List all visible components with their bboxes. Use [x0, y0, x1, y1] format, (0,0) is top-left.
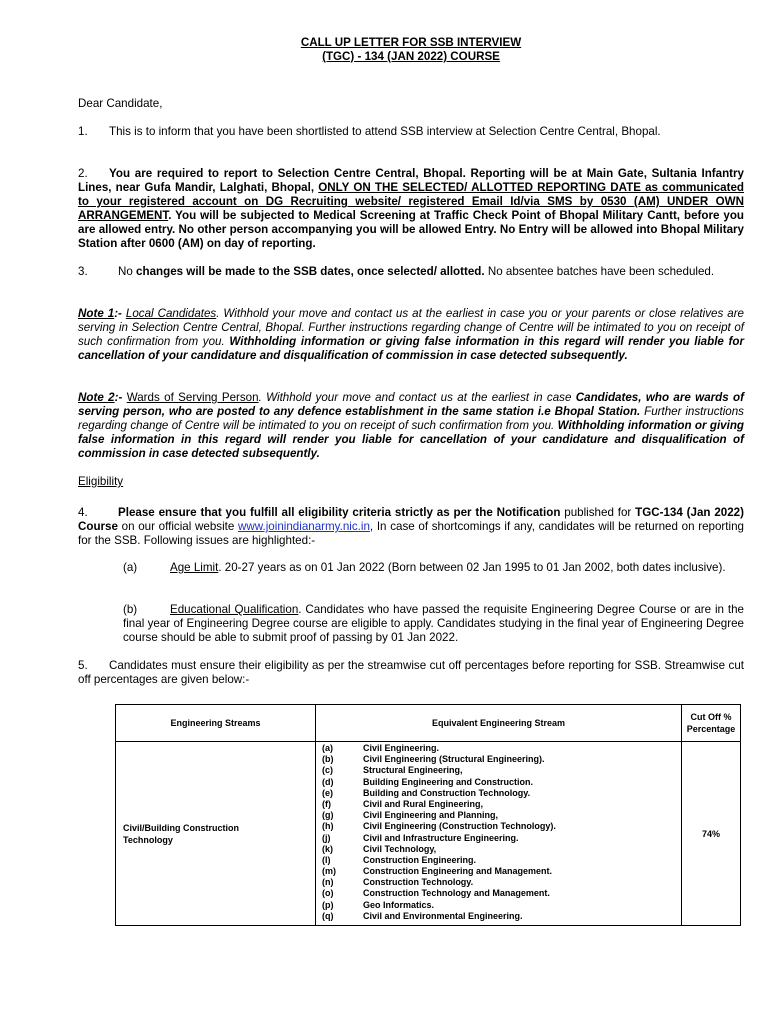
list-item-label: (e): [321, 787, 333, 798]
list-item-name: Building Engineering and Construction.: [362, 776, 533, 787]
letter-subtitle: (TGC) - 134 (JAN 2022) COURSE: [322, 50, 500, 63]
list-item-label: (h): [321, 821, 334, 832]
list-item: [322, 821, 681, 832]
salutation: Dear Candidate,: [78, 97, 163, 110]
list-item-label: (g): [321, 810, 334, 821]
list-item: [322, 777, 681, 788]
note-2: Note 2:- Wards of Serving Person. Withhold your move and contact us at the earliest in case Candidates, who are wards of serving person, who are posted to any defence establishment in the same station i.e Bhopal Station. Further instructions regarding change of Centre will be intimated to you on receipt of such confirmation from you. Withholding information or giving false information in this regard will render you liable for cancellation of your candidature and disqualification of commission in case detected subsequently.: [78, 391, 745, 460]
list-item-label: (b): [321, 754, 334, 765]
paragraph-3: 3. No changes will be made to the SSB dates, once selected/ allotted. No absentee batches have been scheduled.: [78, 265, 715, 278]
cutoff-value: 74%: [682, 742, 741, 926]
eligibility-heading: Eligibility: [78, 475, 124, 488]
list-item: [322, 855, 681, 866]
paragraph-5: 5. Candidates must ensure their eligibility as per the streamwise cut off percentages before reporting for SSB. Streamwise cut off percentages are given below:-: [78, 659, 744, 686]
header-equivalent-stream: Equivalent Engineering Stream: [315, 705, 681, 742]
list-item: [322, 810, 681, 821]
list-item: [322, 788, 681, 799]
list-item-label: (l): [321, 854, 331, 865]
list-item-name: Construction Technology and Management.: [362, 888, 550, 899]
list-item-name: Civil and Environmental Engineering.: [362, 910, 523, 921]
list-item: [322, 900, 681, 911]
list-item-name: Construction Engineering.: [362, 854, 476, 865]
list-item-name: Civil and Rural Engineering,: [362, 798, 484, 809]
list-item: [322, 799, 681, 810]
list-item-name: Geo Informatics.: [362, 899, 434, 910]
list-item-label: (d): [321, 776, 334, 787]
table-header-row: [116, 705, 741, 742]
list-item: [322, 765, 681, 776]
list-item-label: (q): [321, 910, 334, 921]
list-item-name: Civil Engineering (Construction Technology).: [362, 821, 556, 832]
table-row: [116, 742, 741, 926]
paragraph-number: 3.: [78, 265, 88, 278]
note-1: Note 1:- Local Candidates. Withhold your move and contact us at the earliest in case you or your parents or close relatives are serving in Selection Centre Central, Bhopal. Further instructions regarding change of Centre will be intimated to you on receipt of such confirmation from you. Withholding information or giving false information in this regard will render you liable for cancellation of your candidature and disqualification of commission in case detected subsequently.: [78, 307, 744, 362]
paragraph-number: 4.: [78, 506, 88, 519]
list-item-name: Building and Construction Technology.: [362, 787, 531, 798]
list-item-name: Civil Engineering and Planning,: [362, 810, 498, 821]
list-item-label: (a): [321, 743, 333, 753]
list-item: [322, 911, 681, 922]
paragraph-4b: (b) Educational Qualification. Candidates who have passed the requisite Engineering Degree Course or are in the final year of Engineering Degree course are eligible to apply. Candidates studying in the final year of Engineering Degree course should be able to submit proof of passing by 01 Jan 2022.: [123, 603, 744, 644]
list-item-name: Construction Technology.: [362, 877, 474, 888]
equivalent-stream-list: [315, 742, 681, 926]
list-item-label: (k): [321, 843, 333, 854]
list-item: [322, 833, 681, 844]
website-link[interactable]: www.joinindianarmy.nic.in: [238, 520, 370, 533]
list-item-label: (n): [321, 877, 334, 888]
list-item-name: Construction Engineering and Management.: [362, 866, 552, 877]
list-item-name: Civil Engineering (Structural Engineering).: [362, 754, 545, 765]
list-item-label: (o): [321, 888, 334, 899]
stream-name: Civil/Building Construction Technology: [116, 742, 316, 926]
paragraph-1: 1. This is to inform that you have been shortlisted to attend SSB interview at Selection Centre Central, Bhopal.: [78, 125, 661, 138]
paragraph-2: 2. You are required to report to Selection Centre Central, Bhopal. Reporting will be at Main Gate, Sultania Infantry Lines, near Gufa Mandir, Lalghati, Bhopal, ONLY ON THE SELECTED/ ALLOTTED REPORTING DATE as communicated to your registered account on DG Recruiting website/ registered Email Id/via SMS by 0530 (AM) UNDER OWN ARRANGEMENT. You will be subjected to Medical Screening at Traffic Check Point of Bhopal Military Cantt, before you are allowed entry. No other person accompanying you will be allowed Entry. No Entry will be allowed into Bhopal Military Station after 0600 (AM) on day of reporting.: [78, 167, 744, 250]
letter-title: CALL UP LETTER FOR SSB INTERVIEW: [300, 36, 522, 49]
list-item-label: (c): [321, 765, 333, 776]
list-item-name: Civil Technology,: [362, 843, 437, 854]
list-item-name: Civil and Infrastructure Engineering.: [362, 832, 519, 843]
list-item-name: Structural Engineering,: [362, 765, 463, 776]
list-item-name: Civil Engineering.: [362, 743, 439, 753]
header-engineering-streams: Engineering Streams: [116, 705, 316, 742]
header-cutoff: Cut Off % Percentage: [682, 705, 741, 742]
list-item-label: (f): [321, 798, 331, 809]
list-item: [322, 754, 681, 765]
cutoff-table: [115, 704, 741, 926]
list-item: [322, 866, 681, 877]
list-item-label: (m): [321, 866, 336, 877]
list-item: [322, 844, 681, 855]
paragraph-number: 1.: [78, 125, 88, 138]
list-item-label: (j): [321, 832, 331, 843]
paragraph-4: 4. Please ensure that you fulfill all eligibility criteria strictly as per the Notification published for TGC-134 (Jan 2022) Course on our official website www.joinindianarmy.nic.in, In case of shortcomings if any, candidates will be returned on reporting for the SSB. Following issues are highlighted:-: [78, 506, 744, 547]
list-item: [322, 877, 681, 888]
list-item: [322, 888, 681, 899]
paragraph-4a: (a) Age Limit. 20-27 years as on 01 Jan 2022 (Born between 02 Jan 1995 to 01 Jan 2002, both dates inclusive).: [123, 561, 726, 574]
list-item-label: (p): [321, 899, 334, 910]
paragraph-number: 2.: [78, 167, 88, 180]
paragraph-number: 5.: [78, 659, 88, 672]
list-item: [322, 743, 681, 754]
